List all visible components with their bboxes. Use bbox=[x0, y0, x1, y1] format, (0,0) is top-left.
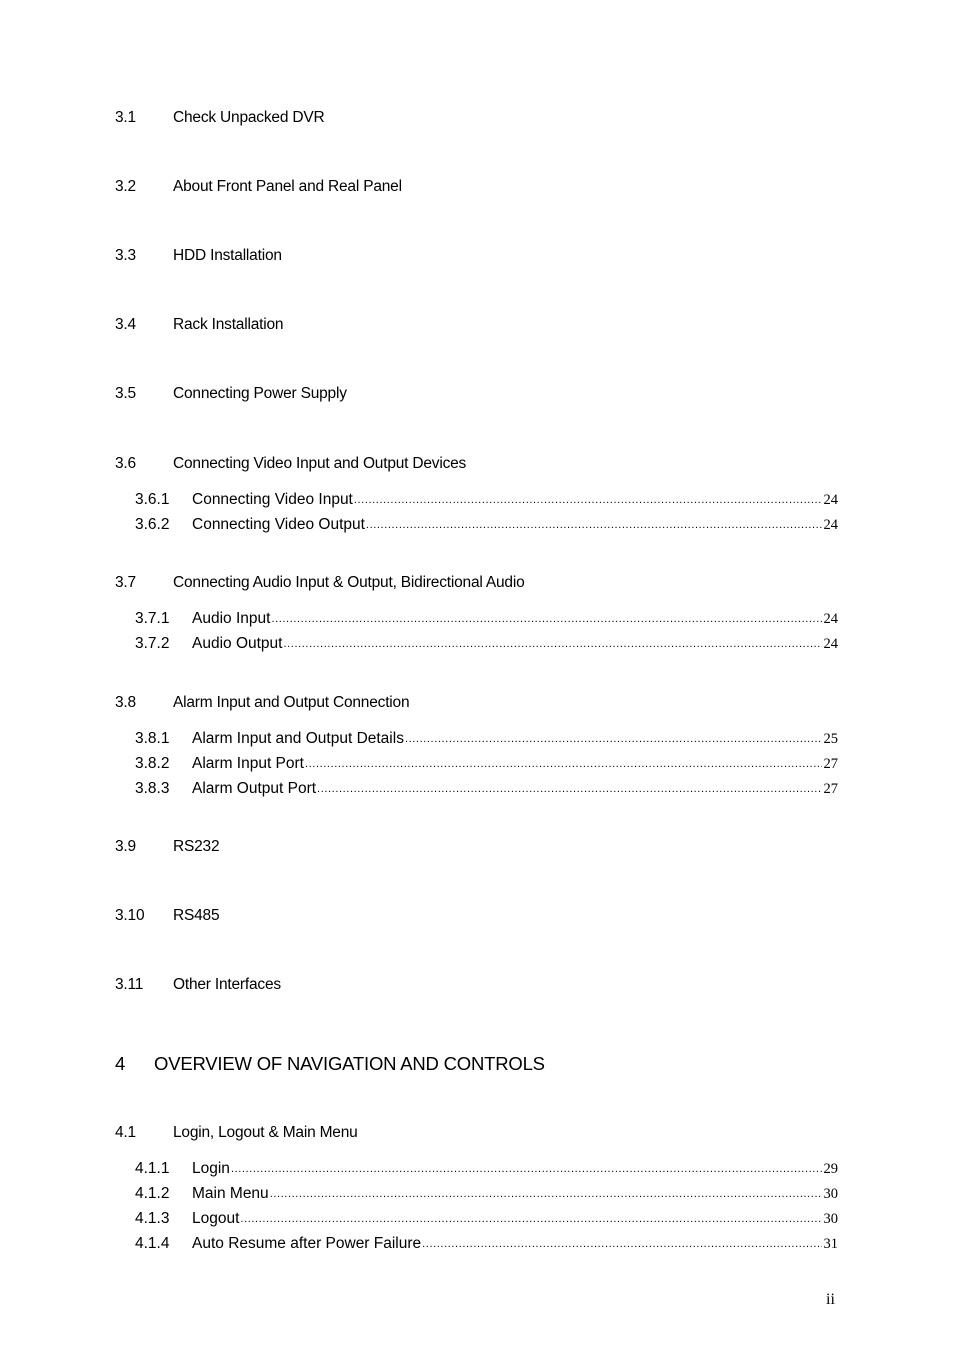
dot-leader bbox=[271, 613, 821, 625]
subsection-number: 4.1.2 bbox=[135, 1185, 170, 1202]
toc-subsection[interactable] bbox=[0, 755, 954, 775]
section-title: Other Interfaces bbox=[173, 976, 281, 993]
dot-leader bbox=[405, 733, 822, 745]
section-title: Check Unpacked DVR bbox=[173, 109, 325, 126]
section-title: Connecting Power Supply bbox=[173, 385, 347, 402]
subsection-title: Alarm Input and Output Details bbox=[192, 730, 404, 747]
section-number: 3.7 bbox=[115, 574, 136, 591]
page-ref: 24 bbox=[823, 492, 838, 508]
section-title: HDD Installation bbox=[173, 247, 282, 264]
dot-leader bbox=[366, 519, 822, 531]
subsection-number: 4.1.1 bbox=[135, 1160, 170, 1177]
subsection-title: Main Menu bbox=[192, 1185, 269, 1202]
section-number: 3.8 bbox=[115, 694, 136, 711]
dot-leader bbox=[317, 783, 821, 795]
toc-subsection[interactable] bbox=[0, 1235, 954, 1255]
section-number: 3.10 bbox=[115, 907, 145, 924]
subsection-title: Connecting Video Output bbox=[192, 516, 365, 533]
subsection-title: Alarm Input Port bbox=[192, 755, 304, 772]
dot-leader bbox=[240, 1213, 821, 1225]
page-ref: 24 bbox=[823, 636, 838, 652]
subsection-title: Login bbox=[192, 1160, 230, 1177]
subsection-title: Connecting Video Input bbox=[192, 491, 353, 508]
subsection-title: Audio Output bbox=[192, 635, 283, 652]
toc-subsection[interactable] bbox=[0, 610, 954, 630]
toc-subsection[interactable] bbox=[0, 780, 954, 800]
chapter-number: 4 bbox=[115, 1053, 126, 1074]
section-title: About Front Panel and Real Panel bbox=[173, 178, 402, 195]
toc-subsection[interactable] bbox=[0, 1160, 954, 1180]
page-ref: 31 bbox=[823, 1236, 838, 1252]
page-ref: 27 bbox=[823, 756, 838, 772]
subsection-number: 4.1.3 bbox=[135, 1210, 170, 1227]
section-number: 3.2 bbox=[115, 178, 136, 195]
section-title: Connecting Video Input and Output Devices bbox=[173, 455, 467, 472]
section-title: Rack Installation bbox=[173, 316, 284, 333]
section-number: 3.5 bbox=[115, 385, 136, 402]
subsection-number: 3.8.3 bbox=[135, 780, 170, 797]
section-title: RS485 bbox=[173, 907, 220, 924]
subsection-title: Alarm Output Port bbox=[192, 780, 317, 797]
section-title: Connecting Audio Input & Output, Bidirectional Audio bbox=[173, 574, 525, 591]
page-ref: 24 bbox=[823, 611, 838, 627]
subsection-number: 3.8.2 bbox=[135, 755, 170, 772]
dot-leader bbox=[354, 494, 822, 506]
section-number: 3.4 bbox=[115, 316, 136, 333]
dot-leader bbox=[270, 1188, 822, 1200]
subsection-title: Logout bbox=[192, 1210, 240, 1227]
page-ref: 25 bbox=[823, 731, 838, 747]
toc-subsection[interactable] bbox=[0, 635, 954, 655]
toc-subsection[interactable] bbox=[0, 516, 954, 536]
subsection-number: 3.7.2 bbox=[135, 635, 170, 652]
subsection-number: 3.6.2 bbox=[135, 516, 170, 533]
page-ref: 30 bbox=[823, 1211, 838, 1227]
dot-leader bbox=[422, 1238, 821, 1250]
subsection-number: 3.6.1 bbox=[135, 491, 170, 508]
page-ref: 29 bbox=[823, 1161, 838, 1177]
section-number: 3.9 bbox=[115, 838, 136, 855]
subsection-title: Auto Resume after Power Failure bbox=[192, 1235, 422, 1252]
subsection-title: Audio Input bbox=[192, 610, 271, 627]
subsection-number: 4.1.4 bbox=[135, 1235, 170, 1252]
section-number: 3.1 bbox=[115, 109, 136, 126]
section-number: 3.6 bbox=[115, 455, 136, 472]
dot-leader bbox=[283, 638, 821, 650]
toc-subsection[interactable] bbox=[0, 730, 954, 750]
section-title: RS232 bbox=[173, 838, 220, 855]
section-number: 4.1 bbox=[115, 1124, 136, 1141]
dot-leader bbox=[305, 758, 822, 770]
section-number: 3.11 bbox=[115, 976, 144, 993]
chapter-title: OVERVIEW OF NAVIGATION AND CONTROLS bbox=[154, 1053, 545, 1074]
section-title: Alarm Input and Output Connection bbox=[173, 694, 410, 711]
section-number: 3.3 bbox=[115, 247, 136, 264]
toc-subsection[interactable] bbox=[0, 491, 954, 511]
subsection-number: 3.8.1 bbox=[135, 730, 170, 747]
toc-subsection[interactable] bbox=[0, 1185, 954, 1205]
page-ref: 24 bbox=[823, 517, 838, 533]
page-number: ii bbox=[826, 1291, 835, 1308]
subsection-number: 3.7.1 bbox=[135, 610, 170, 627]
section-title: Login, Logout & Main Menu bbox=[173, 1124, 358, 1141]
toc-subsection[interactable] bbox=[0, 1210, 954, 1230]
page-ref: 30 bbox=[823, 1186, 838, 1202]
dot-leader bbox=[231, 1163, 822, 1175]
page-ref: 27 bbox=[823, 781, 838, 797]
